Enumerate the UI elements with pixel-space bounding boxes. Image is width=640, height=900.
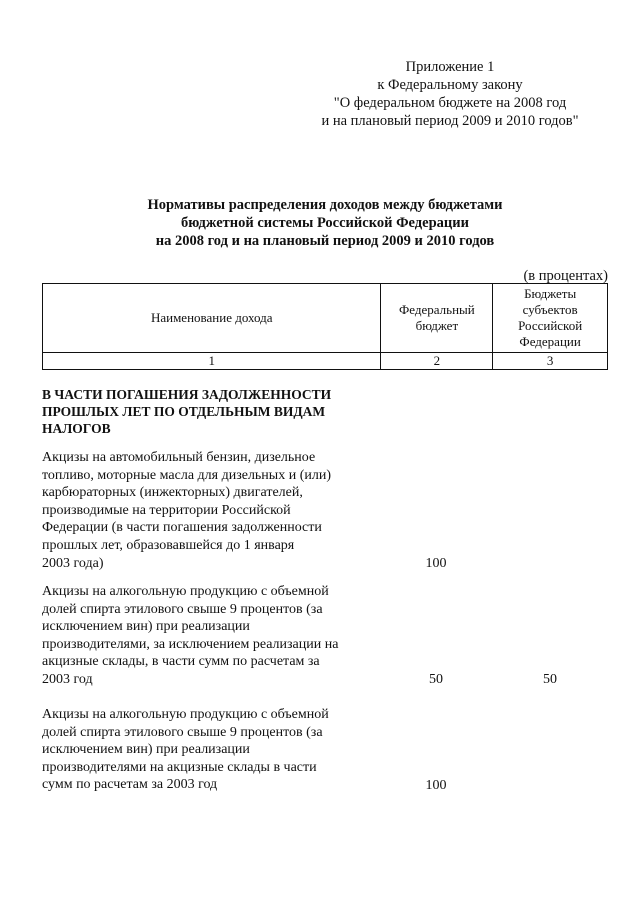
appendix-line: "О федеральном бюджете на 2008 год [333, 95, 567, 111]
row-text-line: производителями на акцизные склады в части [42, 759, 317, 775]
column-header-label: бюджет [415, 318, 459, 333]
column-header-federal [381, 284, 493, 353]
row-text-line: долей спирта этилового свыше 9 процентов (за [42, 724, 323, 740]
section-heading-line: ПРОШЛЫХ ЛЕТ ПО ОТДЕЛЬНЫМ ВИДАМ [42, 404, 326, 419]
column-header-label: Федерации [519, 334, 581, 349]
column-number: 3 [493, 353, 608, 370]
row-text-line: карбюраторных (инжекторных) двигателей, [42, 485, 303, 501]
row-text-line: Акцизы на автомобильный бензин, дизельное [42, 450, 316, 465]
table-row-name [42, 583, 376, 689]
table-row-name [42, 449, 376, 572]
column-header-regional [493, 284, 608, 353]
table-row-name [42, 706, 376, 794]
column-header-name [43, 284, 381, 353]
column-header-label: субъектов [522, 302, 578, 317]
row-text-line: прошлых лет, образовавшейся до 1 января [42, 537, 295, 553]
column-header-label: Федеральный [399, 302, 475, 317]
column-header-label: Наименование дохода [150, 310, 273, 325]
column-header-label: Российской [518, 318, 583, 333]
column-number: 1 [43, 353, 381, 370]
units-label: (в процентах) [523, 268, 608, 284]
appendix-line: к Федеральному закону [377, 77, 523, 93]
row-text-line: Акцизы на алкогольную продукцию с объемной [42, 707, 329, 722]
row-text-line: Федерации (в части погашения задолженности [42, 520, 322, 536]
title-line: бюджетной системы Российской Федерации [181, 215, 469, 231]
title-line: Нормативы распределения доходов между бюджетами [147, 197, 503, 213]
federal-value: 100 [425, 556, 447, 571]
section-heading-line: НАЛОГОВ [42, 421, 111, 436]
regional-value: 50 [543, 672, 557, 687]
appendix-header [300, 58, 600, 130]
federal-value: 100 [425, 778, 447, 793]
row-text-line: Акцизы на алкогольную продукцию с объемной [42, 584, 329, 599]
row-text-line: топливо, моторные масла для дизельных и (или) [42, 467, 331, 483]
federal-value: 50 [429, 672, 443, 687]
column-header-label: Бюджеты [524, 286, 577, 301]
row-text-line: акцизные склады, в части сумм по расчетам за [42, 654, 320, 670]
section-heading [42, 386, 342, 437]
section-heading-line: В ЧАСТИ ПОГАШЕНИЯ ЗАДОЛЖЕННОСТИ [42, 387, 332, 402]
row-text-line: исключением вин) при реализации [42, 742, 250, 758]
column-number: 2 [381, 353, 493, 370]
row-text-line: 2003 года) [42, 555, 104, 571]
appendix-line: Приложение 1 [405, 59, 495, 75]
title-line: на 2008 год и на плановый период 2009 и 2010 годов [155, 233, 495, 249]
row-text-line: долей спирта этилового свыше 9 процентов (за [42, 601, 323, 617]
row-text-line: производителями, за исключением реализации на [42, 636, 339, 652]
column-number-row [43, 353, 608, 370]
row-text-line: 2003 год [42, 671, 93, 687]
table-header [42, 283, 608, 370]
document-title [40, 196, 610, 250]
appendix-line: и на плановый период 2009 и 2010 годов" [321, 113, 579, 129]
row-text-line: производимые на территории Российской [42, 502, 291, 518]
row-text-line: сумм по расчетам за 2003 год [42, 777, 218, 793]
row-text-line: исключением вин) при реализации [42, 619, 250, 635]
